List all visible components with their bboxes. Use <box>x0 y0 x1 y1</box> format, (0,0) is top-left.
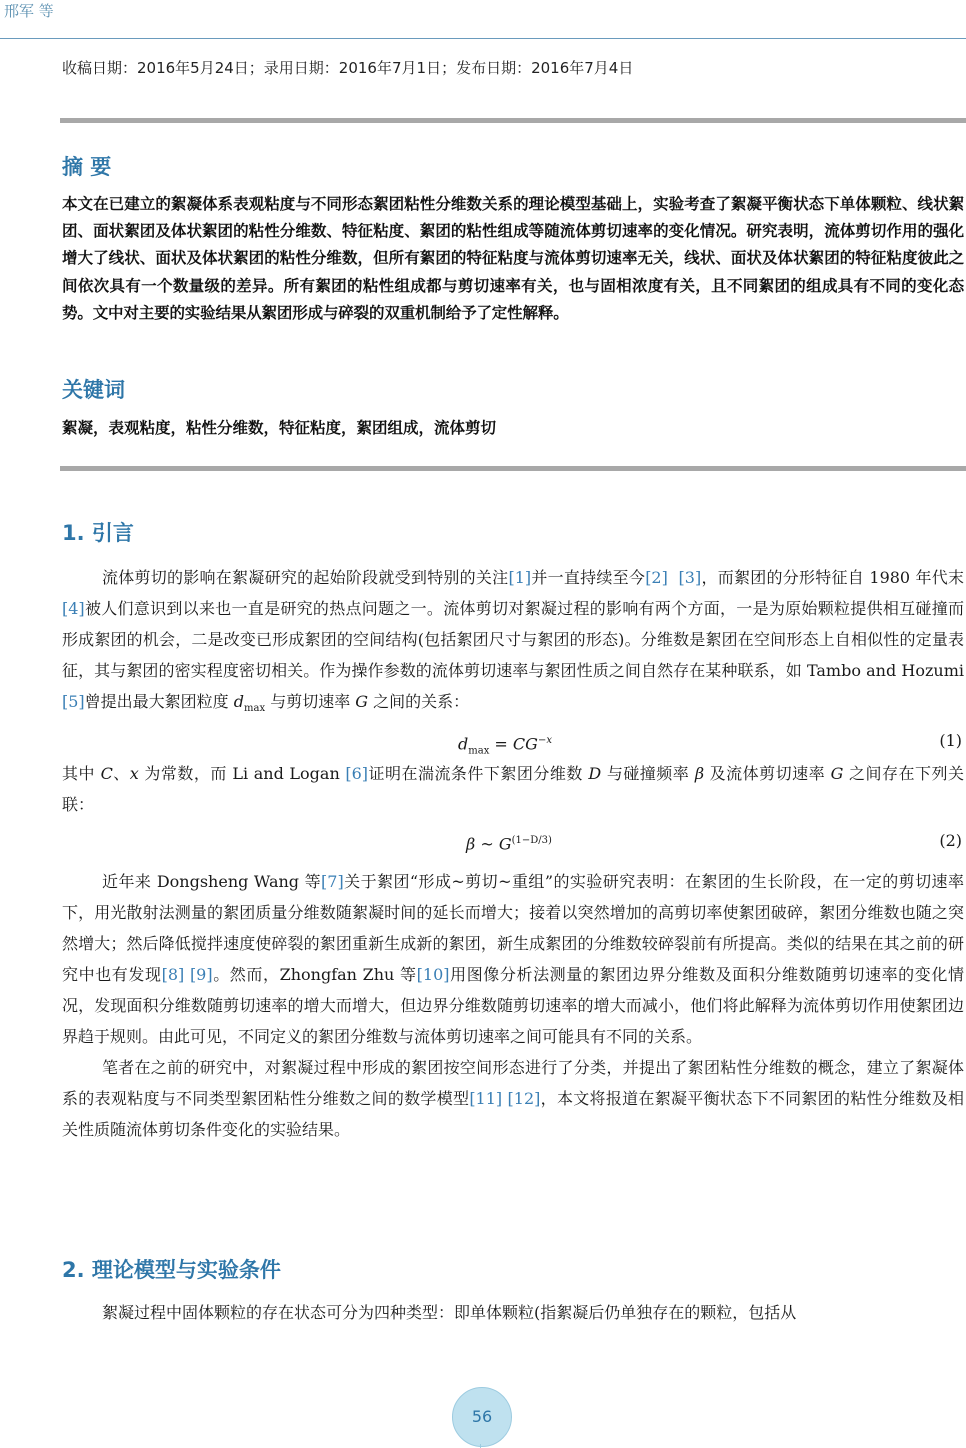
citation-link[interactable]: [12] <box>507 1089 541 1109</box>
equation-2-number: (2) <box>939 831 962 851</box>
abstract-text: 本文在已建立的絮凝体系表观粘度与不同形态絮团粘性分维数关系的理论模型基础上，实验考查了絮凝平衡状态下单体颗粒、线状絮团、面状絮团及体状絮团的粘性分维数、特征粘度、絮团的粘性组成等随流体剪切速率的变化情况。研究表明，流体剪切作用的强化增大了线状、面状及体状絮团的粘性分维数，但所有絮团的特征粘度与流体剪切速率无关，线状、面状及体状絮团的特征粘度彼此之间依次具有一个数量级的差异。所有絮团的粘性组成都与剪切速率有关，也与固相浓度有关，且不同絮团的组成具有不同的变化态势。文中对主要的实验结果从絮团形成与碎裂的双重机制给予了定性解释。 <box>62 195 964 322</box>
equation-1-formula: $d_{max} = CG^{-x}$ <box>458 734 552 757</box>
section-2-body <box>62 1297 964 1328</box>
citation-link[interactable]: [9] <box>189 965 213 985</box>
citation-link[interactable]: [5] <box>62 692 85 711</box>
equation-1 <box>62 724 964 758</box>
running-header-authors: 邢军 等 <box>4 2 54 20</box>
page-number-line <box>480 1444 481 1448</box>
equation-1-number: (1) <box>939 731 962 751</box>
equation-2 <box>62 824 964 858</box>
intro-paragraph-2: 其中 C、x 为常数，而 Li and Logan [6]证明在湍流条件下絮团分维数 D 与碰撞频率 β 及流体剪切速率 G 之间存在下列关联： <box>62 764 964 815</box>
equation-2-formula: β ~ $G^{(1-D/3)}$ <box>466 834 552 854</box>
section-1-body <box>62 562 964 1145</box>
section-2-heading: 2. 理论模型与实验条件 <box>62 1258 281 1282</box>
citation-link[interactable]: [11] <box>469 1089 503 1109</box>
citation-link[interactable]: [8] <box>161 965 185 985</box>
abstract-bottom-rule <box>60 466 966 471</box>
citation-link[interactable]: [7] <box>321 872 344 892</box>
publication-dates: 收稿日期：2016年5月24日；录用日期：2016年7月1日；发布日期：2016年7月4日 <box>62 59 634 77</box>
intro-paragraph-3: 近年来 Dongsheng Wang 等[7]关于絮团“形成~剪切~重组”的实验研究表明：在絮团的生长阶段，在一定的剪切速率下，用光散射法测量的絮团质量分维数随絮凝时间的延长而增大；接着以突然增加的高剪切率使絮团破碎，絮团分维数也随之突然增大；然后降低搅拌速度使碎裂的絮团重新生成新的絮团，新生成絮团的分维数较碎裂前有所提高。类似的结果在其之前的研究中也有发现[8] [9]。然而，Zhongfan Zhu 等[10]用图像分析法测量的絮团边界分维数及面积分维数随剪切速率的变化情况，发现面积分维数随剪切速率的增大而增大，但边界分维数随剪切速率的增大而减小，他们将此解释为流体剪切作用使絮团边界趋于规则。由此可见，不同定义的絮团分维数与流体剪切速率之间可能具有不同的关系。 <box>62 872 964 1047</box>
abstract-top-rule <box>60 118 966 123</box>
intro-paragraph-4: 笔者在之前的研究中，对絮凝过程中形成的絮团按空间形态进行了分类，并提出了絮团粘性分维数的概念，建立了絮凝体系的表观粘度与不同类型絮团粘性分维数之间的数学模型[11] [12]，本文将报道在絮凝平衡状态下不同絮团的粘性分维数及相关性质随流体剪切条件变化的实验结果。 <box>62 1058 964 1140</box>
citation-link[interactable]: [1] <box>508 568 532 587</box>
citation-link[interactable]: [6] <box>345 764 368 784</box>
keywords-heading: 关键词 <box>62 378 125 402</box>
citation-link[interactable]: [4] <box>62 599 85 618</box>
citation-link[interactable]: [2] <box>645 568 668 587</box>
intro-paragraph-1: 流体剪切的影响在絮凝研究的起始阶段就受到特别的关注[1]并一直持续至今[2] [3]，而絮团的分形特征自 1980 年代末[4]被人们意识到以来也一直是研究的热点问题之一。流体剪切对絮凝过程的影响有两个方面，一是为原始颗粒提供相互碰撞而形成絮团的机会，二是改变已形成絮团的空间结构(包括絮团尺寸与絮团的形态)。分维数是絮团在空间形态上自相似性的定量表征，其与絮团的密实程度密切相关。作为操作参数的流体剪切速率与絮团性质之间自然存在某种联系，如 Tambo and Hozumi [5]曾提出最大絮团粒度 $d_{max}$ 与剪切速率 G 之间的关系： <box>62 568 964 715</box>
keywords-text: 絮凝，表观粘度，粘性分维数，特征粘度，絮团组成，流体剪切 <box>62 419 497 437</box>
page-number-badge: 56 <box>452 1387 512 1447</box>
citation-link[interactable]: [10] <box>416 965 450 985</box>
section-2-paragraph-1: 絮凝过程中固体颗粒的存在状态可分为四种类型：即单体颗粒(指絮凝后仍单独存在的颗粒，包括从 <box>102 1303 797 1322</box>
header-rule <box>0 38 966 39</box>
section-1-heading: 1. 引言 <box>62 521 134 545</box>
abstract-heading: 摘 要 <box>62 155 112 179</box>
citation-link[interactable]: [3] <box>678 568 702 587</box>
